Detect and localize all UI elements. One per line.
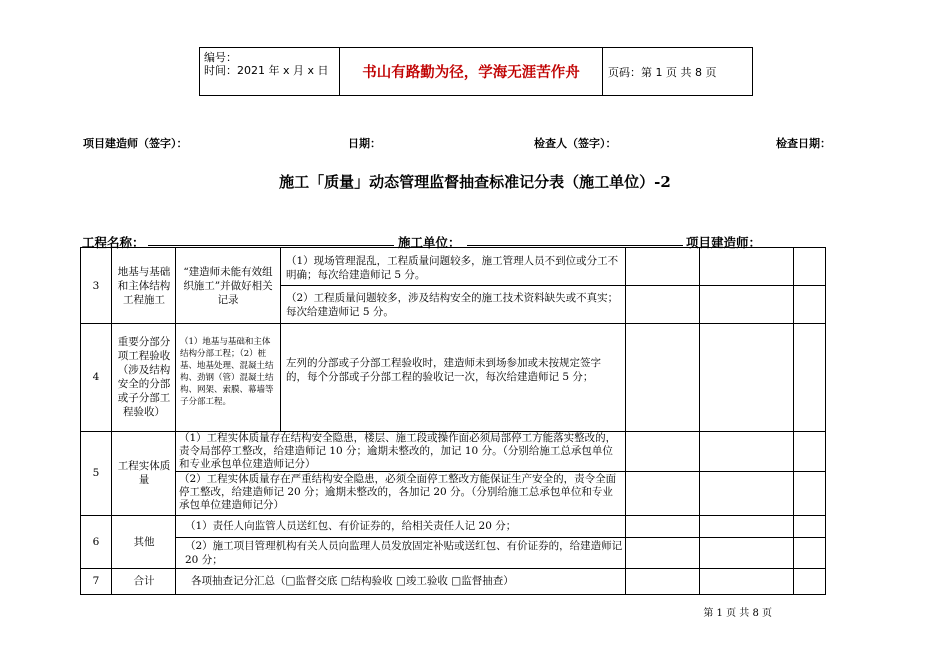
project-architect-label: 项目建造师： [686, 235, 762, 250]
row-item: 合计 [133, 575, 155, 587]
construction-unit-label: 施工单位： [398, 235, 461, 250]
row-number: 3 [92, 279, 100, 292]
page-footer: 第 1 页 共 8 页 [703, 608, 772, 619]
table-row-divider [81, 323, 825, 324]
row-criterion: （1）现场管理混乱，工程质量问题较多，施工管理人员不到位或分工不明确；每次给建造师记 5 分。 [286, 255, 619, 281]
row-number: 4 [92, 371, 100, 383]
row-criterion: 左列的分部或子分部工程验收时，建造师未到场参加或未按规定签字的，每个分部或子分部工程的验收记一次，每次给建造师记 5 分； [286, 357, 601, 383]
table-row-divider [280, 285, 825, 286]
row-sub-item: （1）地基与基础和主体结构分部工程；（2）桩基、地基处理、混凝土结构、劲钢（管）混凝土结构、网架、索膜、幕墙等子分部工程。 [180, 337, 274, 407]
table-row-divider [175, 537, 825, 538]
check-date-label: 检查日期： [776, 137, 831, 150]
header-box [199, 47, 753, 96]
project-name-underline [148, 245, 394, 246]
row-item: 重要分部分项工程验收（涉及结构安全的分部或子分部工程验收） [117, 336, 171, 418]
row-number: 5 [92, 467, 100, 479]
row-criterion: （1）责任人向监管人员送红包、有价证券的，给相关责任人记 20 分； [185, 520, 517, 532]
table-row-divider [81, 515, 825, 516]
table-col-divider [699, 248, 700, 594]
time-label: 时间：2021 年 x 月 x 日 [204, 64, 329, 77]
row-item: 其他 [133, 535, 155, 548]
header-meta [200, 48, 340, 95]
row-item: 工程实体质量 [117, 460, 171, 486]
row-number: 6 [92, 535, 100, 548]
table-col-divider [793, 248, 794, 594]
row-summary: 各项抽查记分汇总（□监督交底 □结构验收 □竣工验收 □监督抽查） [191, 575, 514, 587]
row-criterion: （2）施工项目管理机构有关人员向监理人员发放固定补贴或送红包、有价证券的，给建造师记 20 分； [185, 540, 623, 566]
number-label: 编号： [204, 51, 237, 64]
table-col-divider [111, 248, 112, 594]
construction-unit-underline [467, 245, 683, 246]
table-col-divider [175, 248, 176, 594]
page-info: 页码：第 1 页 共 8 页 [608, 65, 717, 79]
table-row-divider [175, 471, 825, 472]
architect-signature-label: 项目建造师（签字）： [83, 137, 188, 150]
row-criterion: （2）工程质量问题较多，涉及结构安全的施工技术资料缺失或不真实；每次给建造师记 5 分。 [286, 292, 619, 318]
table-col-divider [625, 248, 626, 594]
motto: 书山有路勤为径，学海无涯苦作舟 [340, 48, 603, 95]
row-sub-item: “建造师未能有效组织施工”并做好相关记录 [183, 265, 273, 306]
row-criterion: （2）工程实体质量存在严重结构安全隐患，必须全面停工整改方能保证生产安全的，责令全面停工整改，给建造师记 20 分；逾期未整改的，各加记 20 分。（分别给施工总承包单位和专业承包单位建造师记分） [179, 473, 617, 511]
row-item: 地基与基础和主体结构工程施工 [117, 265, 171, 306]
row-criterion: （1）工程实体质量存在结构安全隐患，楼层、施工段或操作面必须局部停工方能落实整改的，责令局部停工整改，给建造师记 10 分；逾期未整改的，加记 10 分。（分别给施工总承包单位和专业承包单位建造师记分） [179, 432, 617, 470]
table-row-divider [81, 568, 825, 569]
project-name-label: 工程名称： [82, 235, 145, 250]
row-number: 7 [92, 575, 100, 587]
table-col-divider [280, 248, 281, 431]
score-table [80, 247, 826, 595]
inspector-signature-label: 检查人（签字）： [534, 137, 617, 150]
page-title: 施工「质量」动态管理监督抽查标准记分表（施工单位）-2 [279, 173, 671, 191]
date-label: 日期： [348, 137, 381, 150]
